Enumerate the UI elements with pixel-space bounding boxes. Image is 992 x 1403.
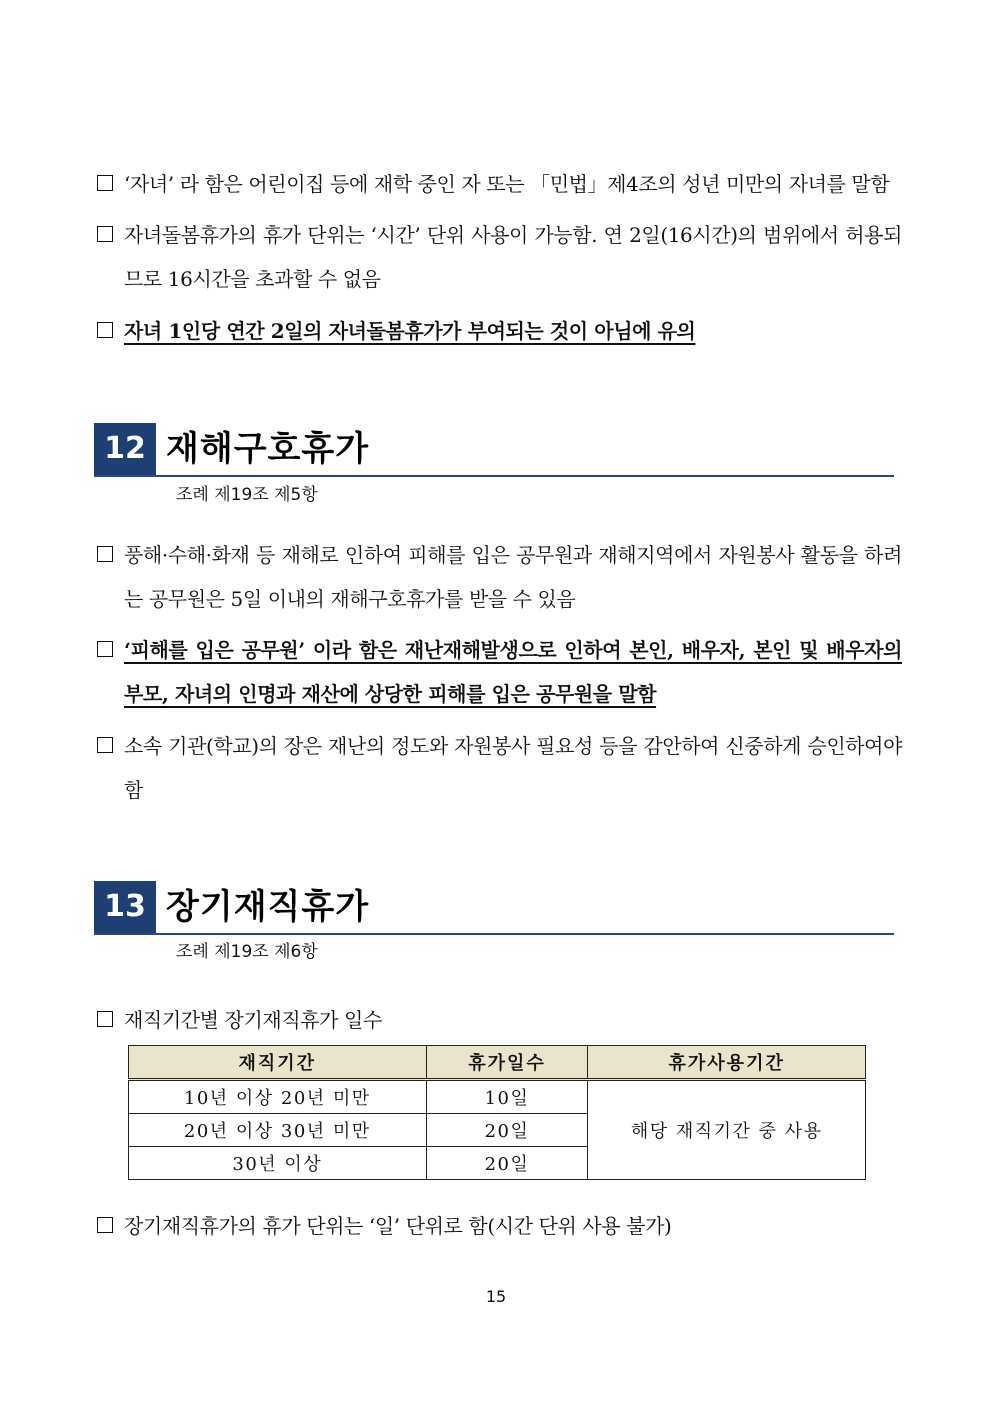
item-text: ‘자녀’ 라 함은 어린이집 등에 재학 중인 자 또는 「민법」제4조의 성년 미만의 자녀를 말함 [124,172,890,196]
table-cell: 20일 [426,1114,588,1147]
checkbox-square-icon [96,998,116,1042]
list-item [96,213,902,301]
table-header-row [129,1046,866,1080]
table-cell: 30년 이상 [129,1147,427,1180]
list-item [96,1204,902,1248]
table-cell-usage: 해당 재직기간 중 사용 [588,1080,866,1180]
column-header: 휴가사용기간 [588,1046,866,1080]
section-reference: 조례 제19조 제6항 [176,942,318,962]
table-cell: 20일 [426,1147,588,1180]
list-item [96,162,902,206]
item-text: 장기재직휴가의 휴가 단위는 ‘일’ 단위로 함(시간 단위 사용 불가) [124,1214,672,1238]
list-item [96,533,902,621]
checkbox-square-icon [96,533,116,577]
checkbox-square-icon [96,162,116,206]
item-text-emphasis: 자녀 1인당 연간 2일의 자녀돌봄휴가가 부여되는 것이 아님에 유의 [124,319,696,343]
section-title: 재해구호휴가 [166,429,370,469]
table-row [129,1080,866,1114]
list-item [96,998,902,1042]
table-cell: 20년 이상 30년 미만 [129,1114,427,1147]
table-cell: 10일 [426,1080,588,1114]
checkbox-square-icon [96,1204,116,1248]
item-text: 재직기간별 장기재직휴가 일수 [124,1008,382,1032]
page-number: 15 [485,1287,507,1306]
checkbox-square-icon [96,213,116,257]
table-cell: 10년 이상 20년 미만 [129,1080,427,1114]
list-item [96,309,902,353]
list-item [96,628,902,716]
item-text-emphasis: ‘피해를 입은 공무원’ 이라 함은 재난재해발생으로 인하여 본인, 배우자, 본인 및 배우자의 부모, 자녀의 인명과 재산에 상당한 피해를 입은 공무원을 말함 [124,638,902,706]
column-header: 휴가일수 [426,1046,588,1080]
section-title: 장기재직휴가 [166,887,370,927]
checkbox-square-icon [96,724,116,768]
column-header: 재직기간 [129,1046,427,1080]
section-header-12 [94,423,894,477]
item-text: 풍해·수해·화재 등 재해로 인하여 피해를 입은 공무원과 재해지역에서 자원봉사 활동을 하려는 공무원은 5일 이내의 재해구호휴가를 받을 수 있음 [124,543,902,611]
item-text: 소속 기관(학교)의 장은 재난의 정도와 자원봉사 필요성 등을 감안하여 신중하게 승인하여야 함 [124,734,902,802]
checkbox-square-icon [96,309,116,353]
checkbox-square-icon [96,628,116,672]
section-reference: 조례 제19조 제5항 [176,485,318,505]
leave-days-table [128,1045,866,1180]
list-item [96,724,902,812]
section-header-13 [94,881,894,935]
item-text: 자녀돌봄휴가의 휴가 단위는 ‘시간’ 단위 사용이 가능함. 연 2일(16시간)의 범위에서 허용되므로 16시간을 초과할 수 없음 [124,223,902,291]
section-number: 13 [94,881,156,933]
section-number: 12 [94,423,156,475]
